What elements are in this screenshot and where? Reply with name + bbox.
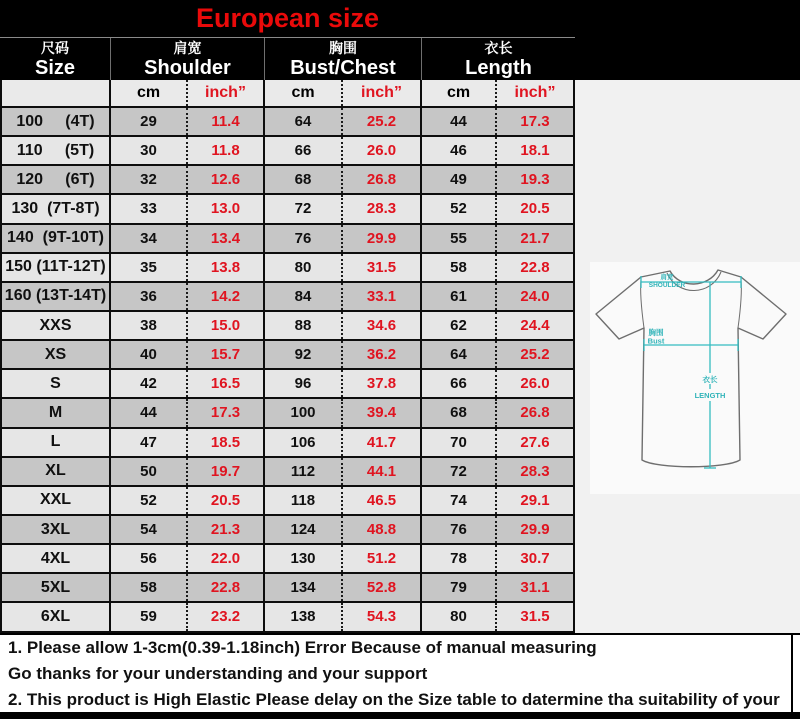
table-row: [2, 108, 575, 137]
shoulder-label-zh: 肩宽: [660, 274, 674, 281]
shoulder-inch-cell: 17.3: [188, 399, 265, 426]
shoulder-inch-cell: 11.8: [188, 137, 265, 164]
shoulder-cm-cell: 38: [111, 312, 188, 339]
length-inch-cell: 25.2: [497, 341, 575, 368]
shoulder-inch-cell: 14.2: [188, 283, 265, 310]
length-inch-cell: 18.1: [497, 137, 575, 164]
size-cell: 140 (9T-10T): [2, 225, 111, 252]
length-inch-cell: 31.1: [497, 574, 575, 601]
bust-inch-cell: 31.5: [343, 254, 422, 281]
bust-cm-cell: 134: [265, 574, 343, 601]
length-inch-cell: 28.3: [497, 458, 575, 485]
size-cell: 5XL: [2, 574, 111, 601]
header-bust-zh: 胸围: [329, 39, 357, 56]
table-row: [2, 254, 575, 283]
length-cm-cell: 80: [422, 603, 497, 630]
bust-inch-cell: 28.3: [343, 195, 422, 222]
size-cell: 110 (5T): [2, 137, 111, 164]
title-band: [0, 0, 575, 37]
bust-inch-cell: 51.2: [343, 545, 422, 572]
bust-cm-cell: 100: [265, 399, 343, 426]
size-cell: XL: [2, 458, 111, 485]
shoulder-cm-cell: 59: [111, 603, 188, 630]
shoulder-cm-cell: 32: [111, 166, 188, 193]
shoulder-cm-cell: 47: [111, 429, 188, 456]
length-inch-cell: 27.6: [497, 429, 575, 456]
header-size-en: Size: [34, 56, 76, 79]
shoulder-cm-cell: 40: [111, 341, 188, 368]
bottom-black-bar: [0, 712, 800, 719]
bust-inch-cell: 44.1: [343, 458, 422, 485]
length-label-zh: 衣长: [702, 375, 718, 384]
bust-cm-cell: 66: [265, 137, 343, 164]
table-header-row: [0, 37, 575, 80]
size-cell: 150 (11T-12T): [2, 254, 111, 281]
header-bust-en: Bust/Chest: [290, 56, 396, 79]
table-row: [2, 603, 575, 632]
shoulder-cm-cell: 56: [111, 545, 188, 572]
length-inch-cell: 19.3: [497, 166, 575, 193]
table-row: [2, 516, 575, 545]
bust-cm-cell: 80: [265, 254, 343, 281]
shoulder-cm-cell: 34: [111, 225, 188, 252]
length-cm-cell: 78: [422, 545, 497, 572]
unit-spacer: [2, 80, 111, 106]
diagram-panel: [575, 80, 800, 633]
bust-inch-cell: 29.9: [343, 225, 422, 252]
unit-shoulder-inch: inch”: [188, 80, 265, 106]
bust-label-en: Bust: [647, 336, 665, 346]
header-length-en: Length: [465, 56, 532, 79]
measurement-labels: [648, 272, 726, 400]
bust-inch-cell: 34.6: [343, 312, 422, 339]
notes-right-border: [791, 633, 793, 712]
unit-length-inch: inch”: [497, 80, 575, 106]
length-cm-cell: 44: [422, 108, 497, 135]
unit-bust-inch: inch”: [343, 80, 422, 106]
table-row: [2, 195, 575, 224]
table-row: [2, 341, 575, 370]
length-inch-cell: 17.3: [497, 108, 575, 135]
bust-inch-cell: 54.3: [343, 603, 422, 630]
shoulder-cm-cell: 58: [111, 574, 188, 601]
bust-inch-cell: 26.8: [343, 166, 422, 193]
size-cell: S: [2, 370, 111, 397]
page-title: European size: [195, 3, 380, 33]
bust-inch-cell: 52.8: [343, 574, 422, 601]
bust-cm-cell: 84: [265, 283, 343, 310]
length-cm-cell: 46: [422, 137, 497, 164]
length-cm-cell: 52: [422, 195, 497, 222]
shoulder-label-en: SHOULDER: [648, 282, 686, 289]
bust-cm-cell: 88: [265, 312, 343, 339]
size-cell: M: [2, 399, 111, 426]
size-cell: 4XL: [2, 545, 111, 572]
shoulder-inch-cell: 13.8: [188, 254, 265, 281]
bust-cm-cell: 138: [265, 603, 343, 630]
header-size-zh: 尺码: [41, 39, 69, 56]
header-length-zh: 衣长: [484, 39, 513, 56]
bust-cm-cell: 76: [265, 225, 343, 252]
tshirt-diagram: [590, 262, 800, 494]
bust-cm-cell: 64: [265, 108, 343, 135]
measurement-lines: [641, 276, 741, 468]
shoulder-inch-cell: 23.2: [188, 603, 265, 630]
shoulder-cm-cell: 35: [111, 254, 188, 281]
table-row: [2, 399, 575, 428]
table-row: [2, 545, 575, 574]
shoulder-inch-cell: 22.0: [188, 545, 265, 572]
size-cell: 160 (13T-14T): [2, 283, 111, 310]
shoulder-cm-cell: 42: [111, 370, 188, 397]
header-shoulder-en: Shoulder: [144, 56, 231, 79]
size-cell: 3XL: [2, 516, 111, 543]
shoulder-inch-cell: 15.7: [188, 341, 265, 368]
size-cell: XXS: [2, 312, 111, 339]
table-row: [2, 166, 575, 195]
length-inch-cell: 24.0: [497, 283, 575, 310]
bust-inch-cell: 36.2: [343, 341, 422, 368]
bust-label-zh: 胸围: [648, 328, 664, 337]
table-row: [2, 574, 575, 603]
length-inch-cell: 29.9: [497, 516, 575, 543]
shoulder-inch-cell: 22.8: [188, 574, 265, 601]
bust-inch-cell: 37.8: [343, 370, 422, 397]
shoulder-inch-cell: 13.0: [188, 195, 265, 222]
length-cm-cell: 61: [422, 283, 497, 310]
length-label-en: LENGTH: [694, 391, 726, 400]
length-cm-cell: 55: [422, 225, 497, 252]
table-row: [2, 429, 575, 458]
length-inch-cell: 30.7: [497, 545, 575, 572]
table-row: [2, 312, 575, 341]
bust-inch-cell: 46.5: [343, 487, 422, 514]
bust-cm-cell: 130: [265, 545, 343, 572]
shoulder-inch-cell: 16.5: [188, 370, 265, 397]
length-inch-cell: 24.4: [497, 312, 575, 339]
length-inch-cell: 22.8: [497, 254, 575, 281]
length-cm-cell: 62: [422, 312, 497, 339]
shoulder-inch-cell: 15.0: [188, 312, 265, 339]
length-inch-cell: 26.0: [497, 370, 575, 397]
bust-cm-cell: 112: [265, 458, 343, 485]
table-row: [2, 458, 575, 487]
shoulder-cm-cell: 50: [111, 458, 188, 485]
length-inch-cell: 31.5: [497, 603, 575, 630]
length-cm-cell: 76: [422, 516, 497, 543]
bust-cm-cell: 124: [265, 516, 343, 543]
length-inch-cell: 26.8: [497, 399, 575, 426]
header-shoulder: [111, 38, 265, 80]
shoulder-inch-cell: 21.3: [188, 516, 265, 543]
bust-cm-cell: 72: [265, 195, 343, 222]
note-line-2: Go thanks for your understanding and your support: [8, 664, 428, 683]
size-cell: L: [2, 429, 111, 456]
size-cell: 120 (6T): [2, 166, 111, 193]
size-cell: 130 (7T-8T): [2, 195, 111, 222]
length-cm-cell: 70: [422, 429, 497, 456]
length-cm-cell: 72: [422, 458, 497, 485]
table-row: [2, 370, 575, 399]
shoulder-cm-cell: 52: [111, 487, 188, 514]
header-shoulder-zh: 肩宽: [173, 39, 202, 56]
length-cm-cell: 74: [422, 487, 497, 514]
unit-header-row: [0, 80, 575, 108]
length-cm-cell: 68: [422, 399, 497, 426]
size-cell: 6XL: [2, 603, 111, 630]
notes-section: [0, 633, 800, 712]
shoulder-cm-cell: 54: [111, 516, 188, 543]
size-cell: XXL: [2, 487, 111, 514]
bust-cm-cell: 68: [265, 166, 343, 193]
header-size: [0, 38, 111, 80]
length-inch-cell: 20.5: [497, 195, 575, 222]
shoulder-cm-cell: 30: [111, 137, 188, 164]
length-cm-cell: 66: [422, 370, 497, 397]
length-cm-cell: 79: [422, 574, 497, 601]
bust-cm-cell: 92: [265, 341, 343, 368]
shoulder-inch-cell: 20.5: [188, 487, 265, 514]
shoulder-inch-cell: 18.5: [188, 429, 265, 456]
shoulder-inch-cell: 11.4: [188, 108, 265, 135]
length-cm-cell: 58: [422, 254, 497, 281]
shoulder-cm-cell: 33: [111, 195, 188, 222]
shoulder-inch-cell: 13.4: [188, 225, 265, 252]
shoulder-cm-cell: 36: [111, 283, 188, 310]
header-length: [422, 38, 575, 80]
note-line-1: 1. Please allow 1-3cm(0.39-1.18inch) Error Because of manual measuring: [8, 638, 597, 657]
note-line-3: 2. This product is High Elastic Please delay on the Size table to datermine tha suitability of your: [8, 690, 780, 709]
unit-shoulder-cm: cm: [111, 80, 188, 106]
size-cell: XS: [2, 341, 111, 368]
header-bust: [265, 38, 422, 80]
bust-inch-cell: 26.0: [343, 137, 422, 164]
shoulder-cm-cell: 29: [111, 108, 188, 135]
size-cell: 100 (4T): [2, 108, 111, 135]
unit-bust-cm: cm: [265, 80, 343, 106]
unit-length-cm: cm: [422, 80, 497, 106]
bust-cm-cell: 118: [265, 487, 343, 514]
table-row: [2, 487, 575, 516]
shoulder-cm-cell: 44: [111, 399, 188, 426]
table-row: [2, 225, 575, 254]
length-inch-cell: 29.1: [497, 487, 575, 514]
table-row: [2, 137, 575, 166]
bust-inch-cell: 41.7: [343, 429, 422, 456]
bust-cm-cell: 96: [265, 370, 343, 397]
length-cm-cell: 49: [422, 166, 497, 193]
size-table-body: [0, 108, 575, 633]
length-cm-cell: 64: [422, 341, 497, 368]
length-inch-cell: 21.7: [497, 225, 575, 252]
table-row: [2, 283, 575, 312]
tshirt-outline: [596, 270, 786, 467]
bust-inch-cell: 25.2: [343, 108, 422, 135]
shoulder-inch-cell: 12.6: [188, 166, 265, 193]
shoulder-inch-cell: 19.7: [188, 458, 265, 485]
bust-inch-cell: 48.8: [343, 516, 422, 543]
bust-inch-cell: 33.1: [343, 283, 422, 310]
bust-inch-cell: 39.4: [343, 399, 422, 426]
bust-cm-cell: 106: [265, 429, 343, 456]
